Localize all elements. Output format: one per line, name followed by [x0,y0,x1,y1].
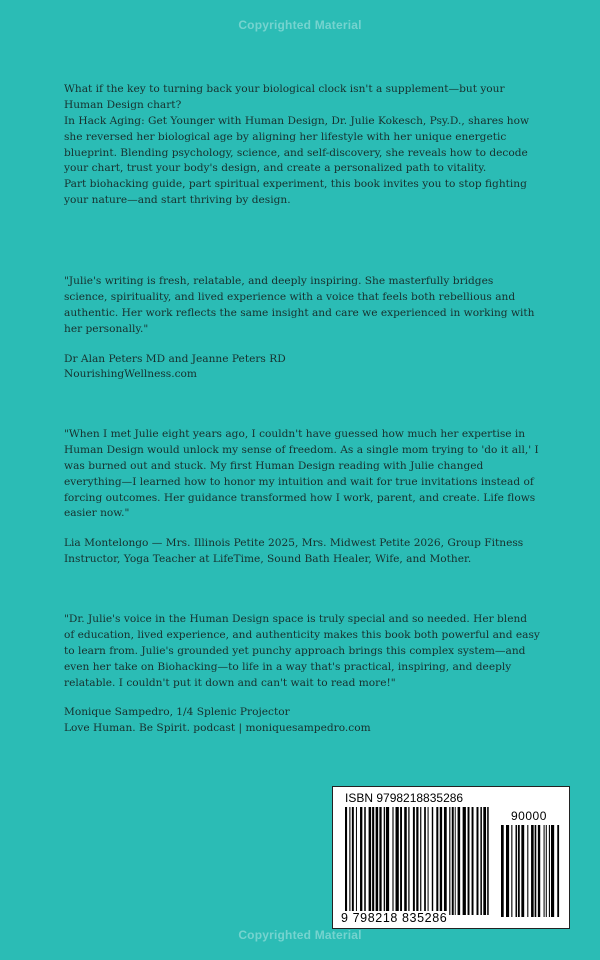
book-blurb [64,82,540,209]
blurb-paragraph: What if the key to turning back your biological clock isn't a supplement—but your Human Design chart? [64,83,505,111]
barcode-bar [557,825,559,917]
barcode-bar [449,807,450,915]
testimonial-peters [64,274,540,383]
testimonial-author-website: Love Human. Be Spirit. podcast | moniquesampedro.com [64,722,371,735]
barcode-bar [455,807,456,915]
barcode-bar [428,807,429,915]
barcode-bar [531,825,534,917]
barcode-bar [551,825,554,917]
barcode-bar [392,807,393,915]
testimonial-author: Lia Montelongo — Mrs. Illinois Petite 2025, Mrs. Midwest Petite 2026, Group Fitness Instructor, Yoga Teacher at LifeTime, Sound Bath Healer, Wife, and Mother. [64,537,524,566]
barcode-bar [538,825,540,917]
barcode-bar [408,807,409,915]
barcode-bar [432,807,433,915]
barcode-bar [521,825,524,917]
barcode-bar [549,825,550,917]
barcode-bar [544,825,545,917]
isbn-label: ISBN 9798218835286 [345,791,464,805]
barcode-bar [444,807,447,915]
barcode-bar [516,825,517,917]
barcode-bar [404,807,407,915]
watermark-top: Copyrighted Material [238,18,362,32]
barcode-bar [420,807,421,915]
testimonial-sampedro [64,612,540,737]
price-code: 90000 [511,809,547,823]
isbn-barcode [332,786,570,929]
watermark-bottom: Copyrighted Material [238,928,362,942]
barcode-bar [349,807,350,915]
barcode-bar [376,807,379,915]
barcode-bar [360,807,362,915]
barcode-bar [424,807,426,915]
barcode-bar [480,807,481,915]
barcode-bars [345,807,489,915]
testimonial-author-website: NourishingWellness.com [64,368,197,381]
barcode-bar [468,807,470,915]
barcode-bar [501,825,504,917]
barcode-bar [527,825,528,917]
barcode-bar [487,807,489,915]
barcode-bar [458,807,461,915]
barcode-bar [372,807,374,915]
barcode-bar [463,807,466,915]
barcode-bar [440,807,442,915]
testimonial-montelongo [64,427,540,568]
barcode-bar [535,825,537,917]
testimonial-quote: "Julie's writing is fresh, relatable, and deeply inspiring. She masterfully bridges science, spirituality, and lived experience with a voice that feels both rebellious and authentic. Her work reflects the same insight and care we experienced in working with her personally." [64,275,535,335]
blurb-paragraph: In Hack Aging: Get Younger with Human Design, Dr. Julie Kokesch, Psy.D., shares how she reversed her biological age by aligning her lifestyle with her unique energetic blueprint. Blending psychology, science, and self-discovery, she reveals how to decode your chart, trust your body's design, and create a personalized path to vitality. [64,114,530,175]
barcode-bar [483,807,486,915]
barcode-bar [352,807,354,915]
barcode-bar [396,807,399,915]
barcode-bar [413,807,415,915]
barcode-bar [369,807,372,915]
barcode-bar [386,807,389,915]
barcode-bar [511,825,512,917]
blurb-paragraph: Part biohacking guide, part spiritual experiment, this book invites you to stop fighting your nature—and start thriving by design. [64,178,527,207]
testimonial-quote: "Dr. Julie's voice in the Human Design space is truly special and so needed. Her blend of education, lived experience, and authenticity makes this book both powerful and easy to learn from. Julie's grounded yet punchy approach brings this complex system—and even her take on Biohacking—to life in a way that's practical, inspiring, and deeply relatable. I couldn't put it down and can't wait to read more!" [64,613,540,689]
barcode-bar [546,825,547,917]
barcode-addon-bars [501,825,561,917]
barcode-bar [384,807,385,915]
barcode-bar [477,807,479,915]
barcode-bar [452,807,454,915]
barcode-bar [364,807,366,915]
barcode-digits: 9 798218 835286 [341,911,448,925]
barcode-bar [345,807,347,915]
testimonial-author: Dr Alan Peters MD and Jeanne Peters RD [64,352,286,365]
barcode-bar [400,807,402,915]
barcode-bar [356,807,357,915]
testimonial-author: Monique Sampedro, 1/4 Splenic Projector [64,706,290,719]
barcode-bar [518,825,520,917]
barcode-bar [416,807,418,915]
barcode-bar [506,825,509,917]
barcode-bar [436,807,438,915]
testimonial-quote: "When I met Julie eight years ago, I couldn't have guessed how much her expertise in Human Design would unlock my sense of freedom. As a single mom trying to 'do it all,' I was burned out and stuck. My first Human Design reading with Julie changed everything—I learned how to honor my intuition and wait for true invitations instead of forcing outcomes. Her guidance transformed how I work, parent, and create. Life flows easier now." [64,428,539,520]
barcode-bar [472,807,474,915]
barcode-bar [379,807,381,915]
